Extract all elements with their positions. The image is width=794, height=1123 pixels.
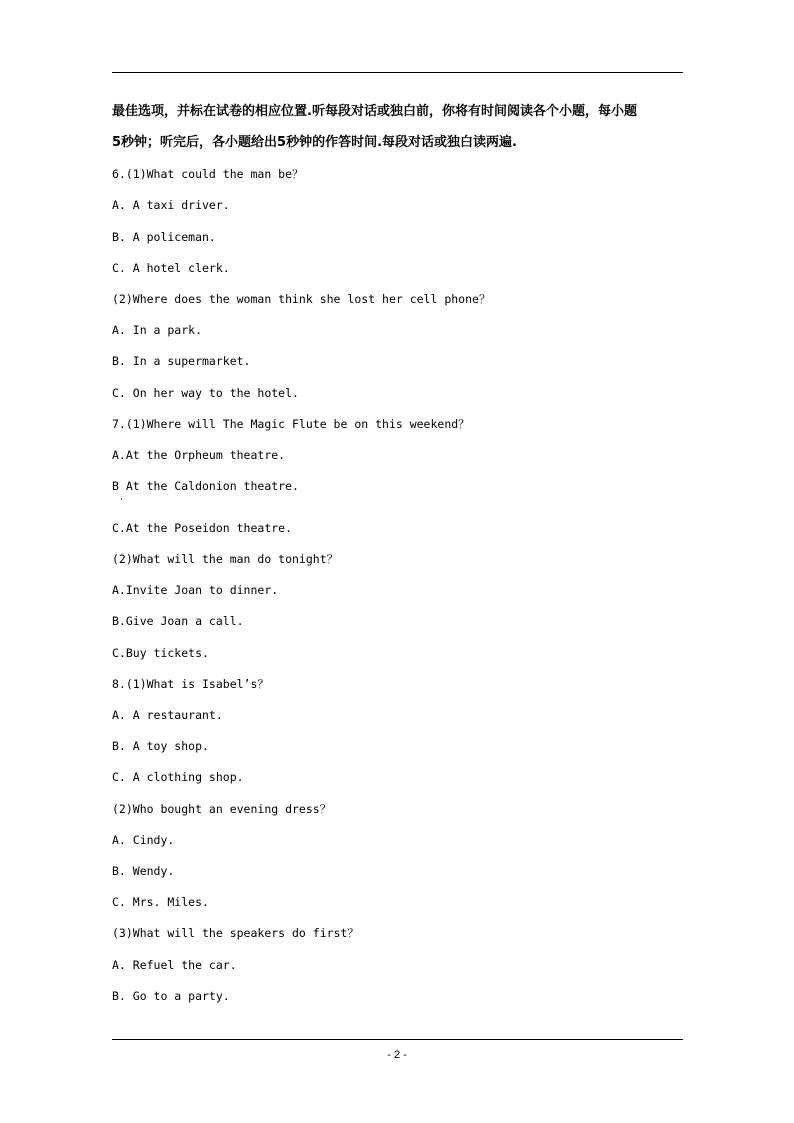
option-line: A. Cindy.: [112, 833, 175, 847]
page-number: - 2 -: [387, 1049, 407, 1061]
option-line: C. Mrs. Miles.: [112, 895, 209, 909]
question-7-1: 7.(1)Where will The Magic Flute be on this weekend？: [112, 417, 470, 431]
option-line: C.Buy tickets.: [112, 646, 209, 660]
option-line: B. A policeman.: [112, 230, 216, 244]
option-line: B. In a supermarket.: [112, 354, 251, 368]
option-line: B.Give Joan a call.: [112, 614, 244, 628]
option-line: A.At the Orpheum theatre.: [112, 448, 286, 462]
header-rule: [112, 72, 683, 73]
instructions-line-2: 5秒钟；听完后，各小题给出5秒钟的作答时间.每段对话或独白读两遍.: [112, 135, 517, 150]
option-line: B. A toy shop.: [112, 739, 209, 753]
footer-rule: [112, 1039, 683, 1040]
question-6-1: 6.(1)What could the man be？: [112, 167, 304, 181]
option-line: C. A hotel clerk.: [112, 261, 230, 275]
question-8-2: (2)Who bought an evening dress？: [112, 802, 332, 816]
option-line: B. Go to a party.: [112, 989, 230, 1003]
option-line: A. Refuel the car.: [112, 958, 237, 972]
question-6-2: (2)Where does the woman think she lost her cell phone？: [112, 292, 491, 306]
option-line: B. Wendy.: [112, 864, 175, 878]
stray-mark: [121, 498, 122, 500]
question-8-1: 8.(1)What is Isabel’s？: [112, 677, 269, 691]
option-line: A.Invite Joan to dinner.: [112, 583, 279, 597]
option-line: B At the Caldonion theatre.: [112, 479, 299, 493]
option-line: C. A clothing shop.: [112, 770, 244, 784]
option-line: A. A restaurant.: [112, 708, 223, 722]
option-line: A. In a park.: [112, 323, 203, 337]
question-8-3: (3)What will the speakers do first？: [112, 926, 359, 940]
option-line: C. On her way to the hotel.: [112, 386, 299, 400]
question-7-2: (2)What will the man do tonight？: [112, 552, 339, 566]
option-line: A. A taxi driver.: [112, 198, 230, 212]
option-line: C.At the Poseidon theatre.: [112, 521, 293, 535]
instructions-line-1: 最佳选项，并标在试卷的相应位置.听每段对话或独白前，你将有时间阅读各个小题，每小题: [112, 104, 637, 119]
